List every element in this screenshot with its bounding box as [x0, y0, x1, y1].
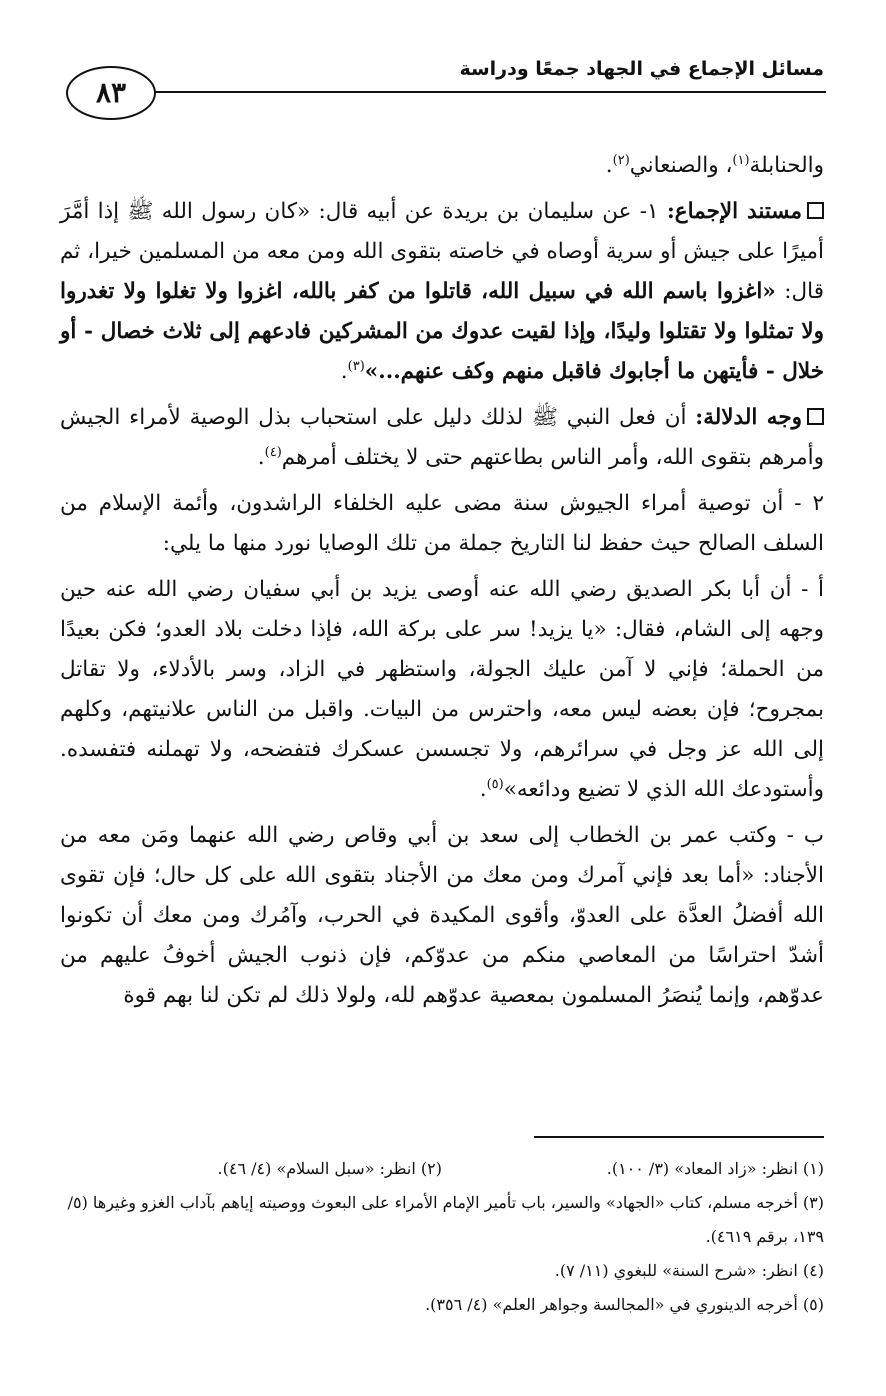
hadith-quote: «اغزوا باسم الله في سبيل الله، قاتلوا من كفر بالله، اغزوا ولا تغلوا ولا تغدروا ولا تمثلوا ولا تقتلوا وليدًا، وإذا لقيت عدوك من المشركين فادعهم إلى ثلاث خصال - أو خلال - فأيتهن ما أجابوك فاقبل منهم وكف عنهم...» [60, 279, 824, 384]
footnote-1: (١) انظر: «زاد المعاد» (٣/ ١٠٠). [606, 1159, 824, 1178]
footnote-row [60, 1152, 824, 1186]
footnote-separator [534, 1136, 824, 1138]
footnote-ref: (٢) [612, 152, 630, 168]
footnote-ref: (٤) [264, 444, 282, 460]
text-span: ، والصنعاني [629, 153, 733, 178]
text-span: . [340, 359, 348, 384]
footnote-4: (٤) انظر: «شرح السنة» للبغوي (١١/ ٧). [554, 1261, 824, 1280]
footnotes [60, 1152, 824, 1322]
paragraph-evidence [60, 192, 824, 392]
text-span: ١- عن سليمان بن بريدة عن أبيه قال: «كان رسول الله ﷺ إذا أمَّرَ أميرًا على جيش أو سرية أوصاه في خاصته بتقوى الله ومن معه من المسلمين خيرا، ثم قال: [60, 199, 824, 304]
text-span: والحنابلة [749, 153, 824, 178]
square-bullet-icon [807, 408, 824, 425]
footnote-ref: (٣) [347, 358, 365, 374]
text-span: . [479, 777, 487, 802]
section-label: مستند الإجماع: [666, 199, 803, 224]
footnote-3: (٣) أخرجه مسلم، كتاب «الجهاد» والسير، باب تأمير الإمام الأمراء على البعوث ووصيته إياهم بآداب الغزو وغيرها (٥/ ١٣٩، برقم ٤٦١٩). [67, 1193, 824, 1246]
header-rule [148, 91, 826, 93]
text-span: . [257, 445, 265, 470]
text-span: أ - أن أبا بكر الصديق رضي الله عنه أوصى يزيد بن أبي سفيان رضي الله عنه حين وجهه إلى الشام، فقال: «يا يزيد! سر على بركة الله، فإذا دخلت بلاد العدو؛ فكن بعيدًا من الحملة؛ فإني لا آمن عليك الجولة، واستظهر في الزاد، وسر بالأدلاء، ولا تقاتل بمجروح؛ فإن بعضه ليس معه، واحترس من البيات. واقبل من الناس علانيتهم، وكلهم إلى الله عز وجل في سرائرهم، ولا تجسسن عسكرك فتفضحه، ولا تهملنه فتفسده. وأستودعك الله الذي لا تضيع ودائعه» [60, 577, 824, 802]
section-label: وجه الدلالة: [695, 405, 802, 430]
paragraph-point-a [60, 570, 824, 810]
paragraph-continuation [60, 146, 824, 186]
footnote-2: (٢) انظر: «سبل السلام» (٤/ ٤٦). [217, 1159, 442, 1178]
main-text [60, 146, 824, 1022]
page-number: ٨٣ [66, 66, 156, 120]
paragraph-inference [60, 398, 824, 478]
text-span: . [605, 153, 613, 178]
footnote-ref: (٥) [486, 776, 504, 792]
paragraph-point-b: ب - وكتب عمر بن الخطاب إلى سعد بن أبي وقاص رضي الله عنهما ومَن معه من الأجناد: «أما بعد فإني آمرك ومن معك من الأجناد بتقوى الله على كل حال؛ فإن تقوى الله أفضلُ العدَّة على العدوّ، وأقوى المكيدة في الحرب، وآمُرك ومن معك أن تكونوا أشدّ احتراسًا من المعاصي منكم من عدوّكم، فإن ذنوب الجيش أخوفُ عليهم من عدوّهم، وإنما يُنصَرُ المسلمون بمعصية عدوّهم لله، ولولا ذلك لم تكن لنا بهم قوة [60, 823, 824, 1008]
square-bullet-icon [807, 202, 824, 219]
running-title: مسائل الإجماع في الجهاد جمعًا ودراسة [459, 58, 824, 80]
footnote-5: (٥) أخرجه الدينوري في «المجالسة وجواهر العلم» (٤/ ٣٥٦). [425, 1295, 824, 1314]
text-span: أن فعل النبي ﷺ لذلك دليل على استحباب بذل الوصية لأمراء الجيش وأمرهم بتقوى الله، وأمر الناس بطاعتهم حتى لا يختلف أمرهم [60, 405, 824, 470]
footnote-ref: (١) [732, 152, 750, 168]
paragraph-point-2: ٢ - أن توصية أمراء الجيوش سنة مضى عليه الخلفاء الراشدون، وأئمة الإسلام من السلف الصالح حيث حفظ لنا التاريخ جملة من تلك الوصايا نورد منها ما يلي: [60, 491, 824, 556]
